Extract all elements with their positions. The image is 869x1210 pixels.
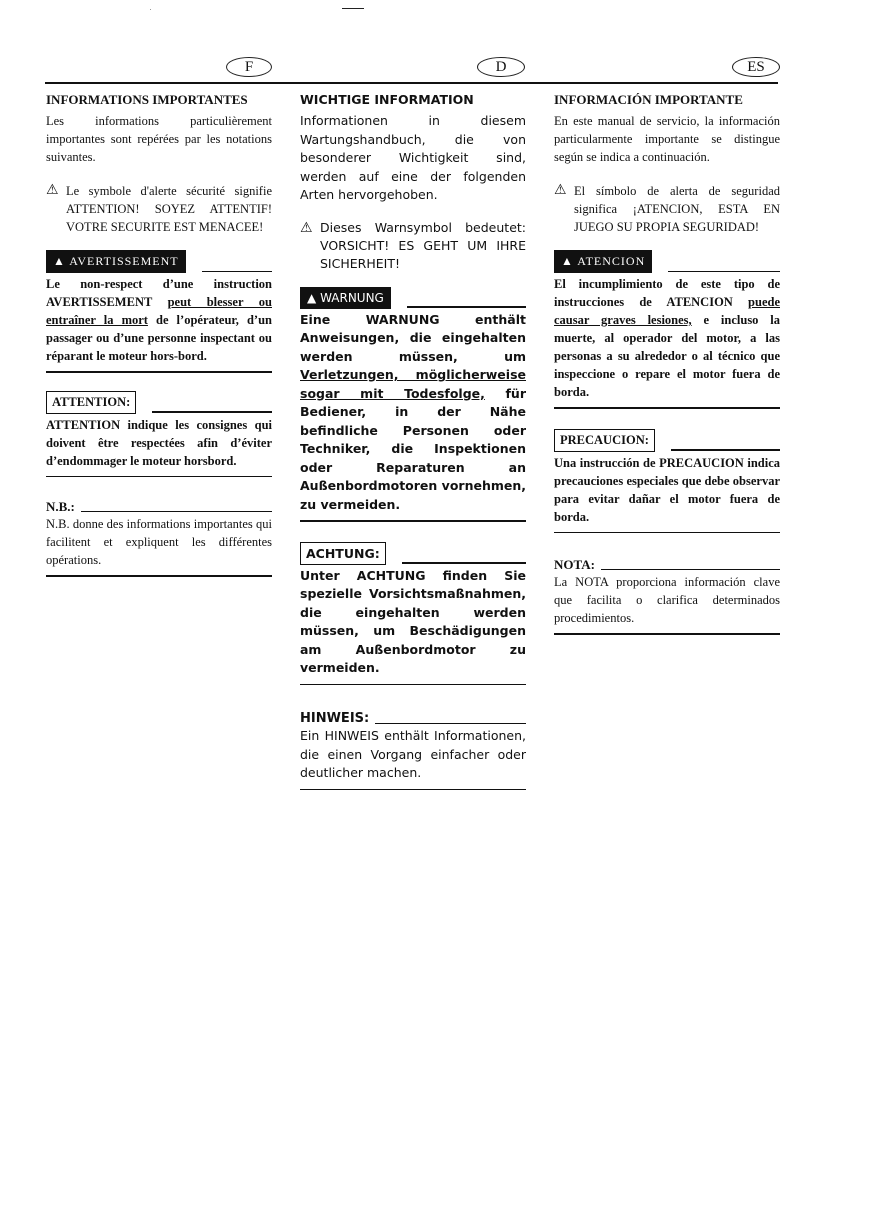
divider (152, 411, 272, 413)
caution-badge: ACHTUNG: (300, 542, 386, 565)
divider (202, 271, 272, 273)
divider (300, 789, 526, 791)
scan-artifact (342, 8, 364, 9)
warning-badge: ▲ WARNUNG (300, 287, 391, 309)
warning-badge: ▲ AVERTISSEMENT (46, 250, 186, 273)
divider (554, 633, 780, 635)
caution-badge: ATTENTION: (46, 391, 136, 414)
warning-text: Le non-respect d’une instruction AVERTISSEMENT peut blesser ou entraîner la mort de l’opérateur, d’un passager ou d’une personne inspectant ou réparant le moteur hors-bord. (46, 277, 272, 363)
note-block (300, 711, 526, 790)
section-title: WICHTIGE INFORMATION (300, 92, 474, 107)
warning-block (46, 250, 272, 373)
caution-text: ATTENTION indique les consignes qui doivent être respectées afin d’éviter d’endommager le moteur horsbord. (46, 417, 272, 468)
divider (300, 684, 526, 686)
divider (601, 569, 780, 571)
divider (46, 371, 272, 373)
alert-triangle-icon: ⚠ (46, 183, 59, 198)
note-label: NOTA: (554, 557, 595, 572)
divider (554, 532, 780, 534)
intro-text: Les informations particulièrement importantes sont repérées par les notations suivantes. (46, 114, 272, 164)
section-title: INFORMATIONS IMPORTANTES (46, 92, 248, 107)
column-german (300, 92, 526, 790)
alert-triangle-icon: ▲ (53, 254, 66, 268)
header-rule (45, 82, 778, 84)
caution-badge: PRECAUCION: (554, 429, 655, 452)
note-block (554, 557, 780, 635)
section-title: INFORMACIÓN IMPORTANTE (554, 92, 743, 107)
note-text: La NOTA proporciona información clave que facilita o clarifica determinados procedimientos. (554, 575, 780, 625)
divider (407, 306, 526, 308)
column-french (46, 92, 272, 577)
note-block (46, 499, 272, 577)
divider (46, 476, 272, 478)
caution-block (46, 391, 272, 478)
safety-symbol-note (554, 182, 780, 236)
intro-text: En este manual de servicio, la información particularmente importante se distingue según se indica a continuación. (554, 114, 780, 164)
divider (375, 723, 526, 725)
note-label: N.B.: (46, 499, 75, 514)
language-badge-fr: F (226, 57, 272, 77)
warning-block (554, 250, 780, 409)
language-badge-de: D (477, 57, 525, 77)
alert-triangle-icon: ▲ (307, 290, 317, 305)
safety-symbol-note (46, 182, 272, 236)
warning-text: Eine WARNUNG enthält Anweisungen, die eingehalten werden müssen, um Verletzungen, möglicherweise sogar mit Todesfolge, für Bediener, in der Nähe befindliche Personen oder Techniker, die Inspektionen oder Reparaturen an Außenbordmotoren vornehmen, zu vermeiden. (300, 311, 526, 512)
scan-artifact (150, 9, 151, 10)
caution-text: Una instrucción de PRECAUCION indica precauciones especiales que debe observar para evitar dañar el motor fuera de borda. (554, 455, 780, 524)
symbol-text: El símbolo de alerta de seguridad significa ¡ATENCION, ESTA EN JUEGO SU PROPIA SEGURIDAD! (574, 184, 780, 234)
caution-text: Unter ACHTUNG finden Sie spezielle Vorsichtsmaßnahmen, die eingehalten werden müssen, um Beschädigungen am Außenbordmotor zu vermeiden. (300, 567, 526, 675)
divider (554, 407, 780, 409)
warning-text: El incumplimiento de este tipo de instrucciones de ATENCION puede causar graves lesiones, e incluso la muerte, al operador del motor, a las personas a su alrededor o al técnico que inspeccione o repare el motor fuera de borda. (554, 277, 780, 399)
warning-block (300, 287, 526, 522)
alert-triangle-icon: ▲ (561, 254, 574, 268)
language-badge-es: ES (732, 57, 780, 77)
warning-badge: ▲ ATENCION (554, 250, 652, 273)
divider (668, 271, 780, 273)
symbol-text: Le symbole d'alerte sécurité signifie ATTENTION! SOYEZ ATTENTIF! VOTRE SECURITE EST MENACEE! (66, 184, 272, 234)
column-spanish (554, 92, 780, 635)
caution-block (300, 542, 526, 686)
note-label: HINWEIS: (300, 711, 370, 726)
symbol-text: Dieses Warnsymbol bedeutet: VORSICHT! ES GEHT UM IHRE SICHERHEIT! (320, 219, 526, 271)
divider (402, 562, 526, 564)
divider (300, 520, 526, 522)
intro-text: Informationen in diesem Wartungshandbuch, die von besonderer Wichtigkeit sind, werden auf eine der folgenden Arten hervorgehoben. (300, 113, 526, 202)
alert-triangle-icon: ⚠ (300, 219, 313, 236)
divider (46, 575, 272, 577)
safety-symbol-note (300, 219, 526, 273)
divider (81, 511, 272, 513)
caution-block (554, 429, 780, 534)
note-text: Ein HINWEIS enthält Informationen, die einen Vorgang einfacher oder deutlicher machen. (300, 728, 526, 780)
alert-triangle-icon: ⚠ (554, 183, 567, 198)
divider (671, 449, 780, 451)
note-text: N.B. donne des informations importantes qui facilitent et expliquent les différentes opérations. (46, 517, 272, 567)
